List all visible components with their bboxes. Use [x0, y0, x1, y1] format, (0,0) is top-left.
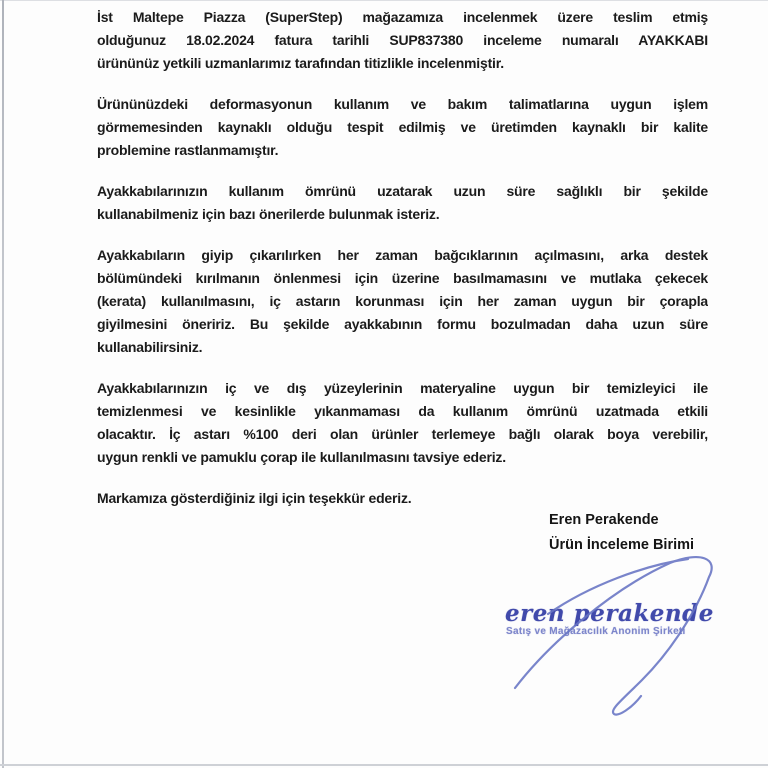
- text-line: İst Maltepe Piazza (SuperStep) mağazamıza incelenmek üzere teslim etmiş: [97, 9, 708, 25]
- paragraph-thanks: [97, 487, 708, 510]
- paragraph-cleaning-advice: [97, 377, 708, 469]
- text-line: kullanabilirsiniz.: [97, 339, 203, 355]
- paragraph-intro: [97, 6, 708, 75]
- text-line: Markamıza gösterdiğiniz ilgi için teşekkür ederiz.: [97, 490, 412, 506]
- scan-edge-bottom: [0, 764, 768, 766]
- text-line: kullanabilmeniz için bazı önerilerde bulunmak isteriz.: [97, 206, 440, 222]
- text-line: ürününüz yetkili uzmanlarımız tarafından titizlikle incelenmiştir.: [97, 55, 504, 71]
- text-line: olacaktır. İç astarı %100 deri olan ürünler terlemeye bağlı olarak boya verebilir,: [97, 426, 708, 442]
- text-line: Ayakkabılarınızın iç ve dış yüzeylerinin materyaline uygun bir temizleyici ile: [97, 380, 708, 396]
- paragraph-advice-intro: [97, 180, 708, 226]
- paragraph-usage-advice: [97, 244, 708, 359]
- text-line: (kerata) kullanılmasını, iç astarın korunması için her zaman uygun bir çorapla: [97, 293, 708, 309]
- text-line: temizlenmesi ve kesinlikle yıkanmaması da kullanım ömrünü uzatmada etkili: [97, 403, 708, 419]
- text-line: bölümündeki kırılmanın önlenmesi için üzerine basılmamasını ve mutlaka çekecek: [97, 270, 708, 286]
- text-line: giyilmesini öneririz. Bu şekilde ayakkabının formu bozulmadan daha uzun süre: [97, 316, 708, 332]
- signature-block: [549, 508, 694, 558]
- text-line: görmemesinden kaynaklı olduğu tespit edilmiş ve üretimden kaynaklı bir kalite: [97, 119, 708, 135]
- text-line: Ayakkabıların giyip çıkarılırken her zaman bağcıklarının açılmasını, arka destek: [97, 247, 708, 263]
- text-line: Ayakkabılarınızın kullanım ömrünü uzatarak uzun süre sağlıklı bir şekilde: [97, 183, 708, 199]
- signature-company-name: Eren Perakende: [549, 512, 659, 528]
- text-line: uygun renkli ve pamuklu çorap ile kullanılmasını tavsiye ederiz.: [97, 449, 506, 465]
- text-line: Ürününüzdeki deformasyonun kullanım ve bakım talimatlarına uygun işlem: [97, 96, 708, 112]
- text-line: problemine rastlanmamıştır.: [97, 142, 279, 158]
- paragraph-findings: [97, 93, 708, 162]
- stamp-script-text: eren perakende: [505, 600, 714, 627]
- signature-department: Ürün İnceleme Birimi: [549, 537, 695, 553]
- text-line: olduğunuz 18.02.2024 fatura tarihli SUP837380 inceleme numaralı AYAKKABI: [97, 32, 708, 48]
- stamp-subtext: Satış ve Mağazacılık Anonim Şirketi: [506, 626, 686, 637]
